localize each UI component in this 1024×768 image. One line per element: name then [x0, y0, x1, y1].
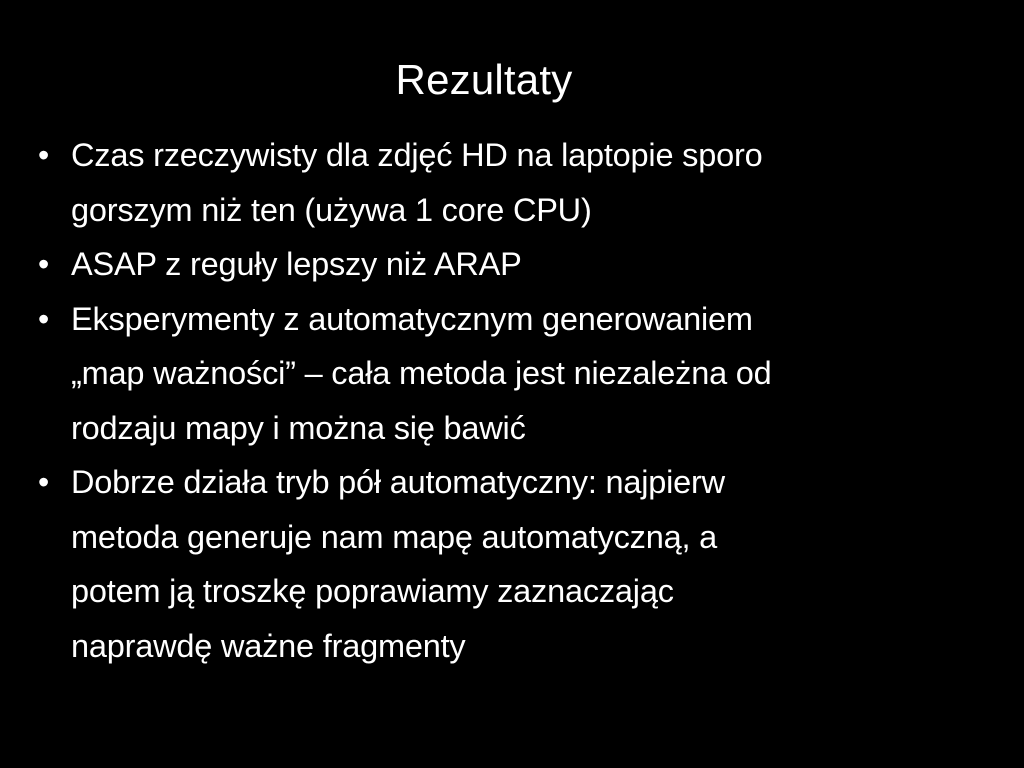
bullet-list [38, 128, 998, 673]
bullet-text-line: ASAP z reguły lepszy niż ARAP [71, 246, 522, 282]
bullet-text-line: Eksperymenty z automatycznym generowaniem [71, 300, 753, 337]
bullet-text-line: „map ważności” – cała metoda jest niezależna od [71, 355, 772, 391]
bullet-dot-icon: • [38, 300, 50, 337]
bullet-dot-icon: • [38, 246, 50, 282]
bullet-text-line: potem ją troszkę poprawiamy zaznaczając [71, 573, 674, 609]
bullet-text-line: rodzaju mapy i można się bawić [71, 409, 526, 446]
slide-title: Rezultaty [395, 56, 573, 103]
bullet-text-line: naprawdę ważne fragmenty [71, 627, 466, 664]
bullet-item [38, 455, 998, 673]
bullet-item [38, 292, 998, 456]
bullet-dot-icon: • [38, 464, 50, 500]
bullet-text-line: gorszym niż ten (używa 1 core CPU) [71, 191, 592, 228]
bullet-item [38, 128, 998, 237]
bullet-dot-icon: • [38, 137, 50, 173]
bullet-item [38, 237, 998, 292]
bullet-text-line: metoda generuje nam mapę automatyczną, a [71, 518, 717, 555]
bullet-text-line: Czas rzeczywisty dla zdjęć HD na laptopie sporo [71, 137, 763, 173]
bullet-text-line: Dobrze działa tryb pół automatyczny: najpierw [71, 464, 725, 500]
